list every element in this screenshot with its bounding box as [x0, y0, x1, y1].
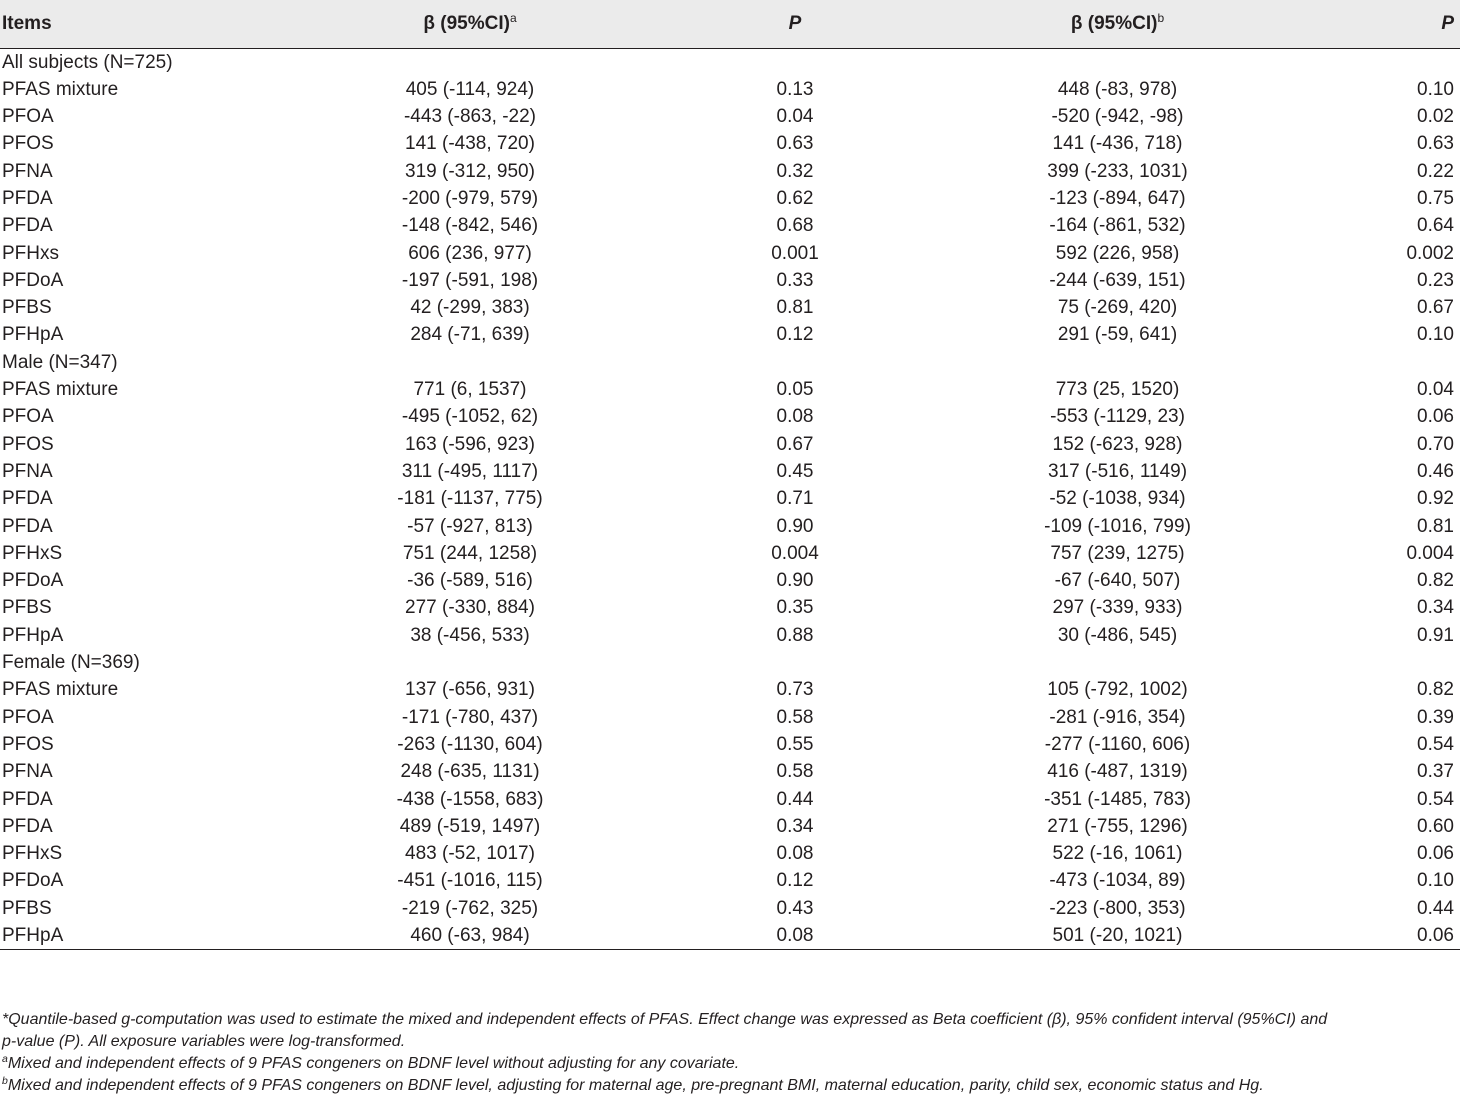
cell-beta-adjusted: 399 (-233, 1031): [1047, 160, 1188, 182]
cell-p-adjusted: 0.23: [1417, 269, 1454, 291]
table-row: [0, 431, 1460, 458]
cell-item: PFBS: [2, 597, 52, 619]
cell-item: PFNA: [2, 160, 53, 182]
header-p-unadjusted: P: [665, 0, 925, 48]
cell-p-unadjusted: 0.88: [776, 624, 814, 646]
table-row: [0, 731, 1460, 758]
cell-beta-unadjusted: 163 (-596, 923): [405, 433, 535, 455]
cell-p-adjusted: 0.92: [1417, 488, 1454, 510]
cell-item: PFBS: [2, 297, 52, 319]
cell-beta-adjusted: -520 (-942, -98): [1051, 106, 1184, 128]
cell-item: PFOA: [2, 706, 54, 728]
footnote-main-continued: p-value (P). All exposure variables were log-transformed.: [2, 1033, 406, 1050]
cell-item: PFNA: [2, 761, 53, 783]
cell-item: PFHxS: [2, 843, 63, 865]
cell-item: PFAS mixture: [2, 379, 119, 401]
cell-p-unadjusted: 0.58: [776, 706, 814, 728]
cell-p-unadjusted: 0.71: [776, 488, 814, 510]
cell-item: PFHxs: [2, 242, 59, 264]
table-row: [0, 458, 1460, 485]
table-row: [0, 704, 1460, 731]
cell-p-adjusted: 0.002: [1406, 242, 1454, 264]
table-row: [0, 513, 1460, 540]
table-row: [0, 676, 1460, 703]
cell-p-adjusted: 0.81: [1417, 515, 1454, 537]
table-row: [0, 294, 1460, 321]
cell-beta-unadjusted: 319 (-312, 950): [405, 160, 535, 182]
table-row: [0, 540, 1460, 567]
cell-p-unadjusted: 0.73: [776, 679, 814, 701]
cell-beta-adjusted: -52 (-1038, 934): [1049, 488, 1186, 510]
cell-beta-adjusted: -244 (-639, 151): [1049, 269, 1186, 291]
cell-p-adjusted: 0.06: [1310, 922, 1460, 950]
cell-beta-adjusted: -164 (-861, 532): [1049, 215, 1186, 237]
cell-item: PFDA: [2, 488, 53, 510]
table-body: [0, 48, 1460, 950]
table-row: [0, 567, 1460, 594]
cell-beta-adjusted: -67 (-640, 507): [1054, 570, 1181, 592]
cell-p-unadjusted: 0.001: [771, 242, 819, 264]
cell-beta-unadjusted: 483 (-52, 1017): [405, 843, 535, 865]
cell-beta-unadjusted: 42 (-299, 383): [410, 297, 530, 319]
cell-beta-unadjusted: 38 (-456, 533): [410, 624, 530, 646]
cell-item: PFDoA: [2, 269, 64, 291]
cell-beta-unadjusted: 141 (-438, 720): [405, 133, 535, 155]
cell-beta-adjusted: -553 (-1129, 23): [1050, 406, 1185, 428]
cell-beta-unadjusted: -263 (-1130, 604): [397, 733, 543, 755]
group-label: Female (N=369): [2, 652, 140, 674]
cell-beta-unadjusted: 460 (-63, 984): [275, 922, 665, 950]
footnote-marker-b: b: [1157, 11, 1165, 26]
cell-beta-adjusted: 501 (-20, 1021): [925, 922, 1310, 950]
cell-p-adjusted: 0.54: [1417, 733, 1454, 755]
cell-beta-adjusted: 75 (-269, 420): [1057, 297, 1178, 319]
cell-item: PFHpA: [2, 624, 64, 646]
table-row: [0, 485, 1460, 512]
cell-p-adjusted: 0.70: [1417, 433, 1454, 455]
cell-beta-adjusted: -351 (-1485, 783): [1044, 788, 1191, 810]
header-beta-adjusted: β $(95\%CI)^b$: [925, 0, 1310, 48]
cell-p-adjusted: 0.39: [1417, 706, 1454, 728]
cell-item: PFAS mixture: [2, 679, 119, 701]
cell-beta-adjusted: 291 (-59, 641): [1057, 324, 1178, 346]
cell-beta-adjusted: 592 (226, 958): [1055, 242, 1180, 264]
table-row: [0, 185, 1460, 212]
footnote-b-marker: b: [2, 1075, 8, 1087]
table-row: [0, 813, 1460, 840]
cell-p-unadjusted: 0.63: [776, 133, 814, 155]
cell-item: PFHpA: [0, 922, 275, 950]
cell-beta-adjusted: 141 (-436, 718): [1052, 133, 1183, 155]
cell-beta-unadjusted: 489 (-519, 1497): [399, 815, 541, 837]
table-row: [0, 594, 1460, 621]
cell-p-unadjusted: 0.67: [776, 433, 814, 455]
cell-p-adjusted: 0.46: [1417, 460, 1454, 482]
cell-beta-adjusted: -281 (-916, 354): [1049, 706, 1186, 728]
header-row: [0, 0, 1460, 48]
cell-p-unadjusted: 0.62: [776, 187, 814, 209]
cell-item: PFDoA: [2, 870, 64, 892]
cell-item: PFOS: [2, 733, 54, 755]
cell-beta-unadjusted: -200 (-979, 579): [401, 187, 539, 209]
table-row: [0, 267, 1460, 294]
cell-beta-adjusted: 448 (-83, 978): [1057, 78, 1178, 100]
group-label: All subjects (N=725): [2, 51, 173, 73]
footnote-b: $^b$Mixed and independent effects of 9 PFAS congeners on BDNF level, adjusting for maternal age, pre-pregnant BMI, maternal education, parity, child sex, economic status and Hg.: [2, 1075, 1264, 1094]
table-row: [0, 867, 1460, 894]
cell-p-unadjusted: 0.58: [776, 761, 814, 783]
cell-beta-unadjusted: -181 (-1137, 775): [397, 488, 543, 510]
group-label: Male (N=347): [2, 351, 118, 373]
table-row: [0, 76, 1460, 103]
table-row: [0, 922, 1460, 950]
footnote-main: *Quantile-based g-computation was used to estimate the mixed and independent effects of PFAS. Effect change was expressed as Beta coefficient (β), 95% confident interval (95%CI) and: [2, 1011, 1328, 1028]
cell-beta-adjusted: 416 (-487, 1319): [1047, 761, 1188, 783]
cell-p-adjusted: 0.34: [1417, 597, 1454, 619]
table-row: [0, 840, 1460, 867]
cell-beta-adjusted: -473 (-1034, 89): [1049, 870, 1186, 892]
cell-p-unadjusted: 0.55: [776, 733, 814, 755]
cell-p-adjusted: 0.02: [1417, 106, 1454, 128]
cell-beta-unadjusted: -443 (-863, -22): [403, 106, 536, 128]
group-row: [0, 349, 1460, 376]
cell-item: PFAS mixture: [2, 78, 119, 100]
cell-item: PFDoA: [2, 570, 64, 592]
table-row: [0, 321, 1460, 348]
cell-p-adjusted: 0.82: [1417, 679, 1454, 701]
cell-beta-adjusted: -277 (-1160, 606): [1044, 733, 1191, 755]
cell-p-unadjusted: 0.04: [776, 106, 814, 128]
cell-p-adjusted: 0.75: [1417, 187, 1454, 209]
cell-p-adjusted: 0.37: [1417, 761, 1454, 783]
cell-p-adjusted: 0.44: [1417, 897, 1454, 919]
cell-p-unadjusted: 0.45: [776, 460, 814, 482]
cell-p-adjusted: 0.10: [1417, 870, 1454, 892]
cell-beta-unadjusted: -438 (-1558, 683): [396, 788, 544, 810]
cell-beta-adjusted: 271 (-755, 1296): [1047, 815, 1188, 837]
cell-p-adjusted: 0.82: [1417, 570, 1454, 592]
cell-item: PFDA: [2, 788, 53, 810]
cell-p-adjusted: 0.64: [1417, 215, 1454, 237]
cell-beta-unadjusted: 248 (-635, 1131): [400, 761, 540, 783]
cell-beta-unadjusted: -148 (-842, 546): [401, 215, 539, 237]
table-row: [0, 158, 1460, 185]
cell-beta-unadjusted: 751 (244, 1258): [402, 542, 538, 564]
group-row: [0, 649, 1460, 676]
cell-beta-adjusted: 757 (239, 1275): [1050, 542, 1185, 564]
cell-beta-unadjusted: -495 (-1052, 62): [401, 406, 539, 428]
cell-item: PFOA: [2, 106, 54, 128]
header-items: Items: [0, 0, 275, 48]
table-row: [0, 786, 1460, 813]
cell-beta-adjusted: 317 (-516, 1149): [1047, 460, 1188, 482]
cell-item: PFDA: [2, 515, 53, 537]
cell-beta-adjusted: 30 (-486, 545): [1057, 624, 1178, 646]
cell-beta-unadjusted: -36 (-589, 516): [407, 570, 533, 592]
cell-p-adjusted: 0.04: [1417, 379, 1454, 401]
cell-beta-unadjusted: 137 (-656, 931): [405, 679, 535, 701]
cell-p-adjusted: 0.06: [1417, 843, 1454, 865]
table-row: [0, 103, 1460, 130]
cell-beta-unadjusted: 405 (-114, 924): [405, 78, 535, 100]
cell-beta-unadjusted: -171 (-780, 437): [401, 706, 539, 728]
cell-beta-adjusted: 105 (-792, 1002): [1047, 679, 1188, 701]
cell-item: PFDA: [2, 215, 53, 237]
cell-p-unadjusted: 0.12: [776, 870, 814, 892]
cell-beta-unadjusted: 284 (-71, 639): [410, 324, 530, 346]
cell-p-adjusted: 0.60: [1417, 815, 1454, 837]
cell-beta-adjusted: -109 (-1016, 799): [1044, 515, 1191, 537]
cell-p-adjusted: 0.67: [1417, 297, 1454, 319]
cell-p-adjusted: 0.63: [1417, 133, 1454, 155]
table-row: [0, 212, 1460, 239]
table-footnotes: [2, 1009, 1458, 1097]
table-row: [0, 130, 1460, 157]
cell-p-unadjusted: 0.81: [776, 297, 814, 319]
footnote-marker-a: a: [509, 11, 517, 26]
cell-item: PFOS: [2, 133, 54, 155]
cell-item: PFDA: [2, 187, 53, 209]
table-row: [0, 240, 1460, 267]
cell-beta-unadjusted: -57 (-927, 813): [407, 515, 533, 537]
cell-p-adjusted: 0.54: [1417, 788, 1454, 810]
header-p-adjusted: P: [1310, 0, 1460, 48]
cell-p-adjusted: 0.10: [1417, 78, 1454, 100]
cell-beta-adjusted: 152 (-623, 928): [1052, 433, 1183, 455]
footnote-a-marker: a: [2, 1053, 8, 1065]
cell-beta-adjusted: 297 (-339, 933): [1052, 597, 1183, 619]
cell-p-adjusted: 0.91: [1417, 624, 1454, 646]
cell-p-adjusted: 0.10: [1417, 324, 1454, 346]
cell-item: PFHpA: [2, 324, 64, 346]
table-row: [0, 895, 1460, 922]
cell-beta-adjusted: -223 (-800, 353): [1049, 897, 1186, 919]
cell-item: PFBS: [2, 897, 52, 919]
cell-item: PFHxS: [2, 542, 63, 564]
cell-p-unadjusted: 0.08: [776, 406, 814, 428]
cell-beta-unadjusted: -197 (-591, 198): [401, 269, 539, 291]
cell-beta-adjusted: -123 (-894, 647): [1049, 187, 1186, 209]
group-row: [0, 48, 1460, 76]
cell-p-unadjusted: 0.12: [776, 324, 814, 346]
cell-p-unadjusted: 0.33: [776, 269, 814, 291]
cell-item: PFOA: [2, 406, 54, 428]
cell-item: PFDA: [2, 815, 53, 837]
table-header: [0, 0, 1460, 48]
cell-p-unadjusted: 0.13: [776, 78, 814, 100]
cell-p-unadjusted: 0.004: [771, 542, 819, 564]
footnote-a: $^a$Mixed and independent effects of 9 PFAS congeners on BDNF level without adjusting for any covariate.: [2, 1053, 740, 1072]
cell-item: PFOS: [2, 433, 54, 455]
cell-p-adjusted: 0.22: [1417, 160, 1454, 182]
cell-beta-unadjusted: -451 (-1016, 115): [397, 870, 543, 892]
cell-p-unadjusted: 0.34: [776, 815, 814, 837]
cell-p-unadjusted: 0.08: [665, 922, 925, 950]
table-row: [0, 376, 1460, 403]
cell-p-unadjusted: 0.08: [776, 843, 814, 865]
cell-p-unadjusted: 0.90: [776, 515, 814, 537]
cell-p-unadjusted: 0.43: [776, 897, 814, 919]
cell-p-unadjusted: 0.68: [776, 215, 814, 237]
cell-beta-unadjusted: 311 (-495, 1117): [401, 460, 539, 482]
cell-beta-unadjusted: 771 (6, 1537): [413, 379, 527, 401]
cell-beta-unadjusted: -219 (-762, 325): [401, 897, 539, 919]
cell-beta-adjusted: 773 (25, 1520): [1055, 379, 1180, 401]
cell-beta-unadjusted: 606 (236, 977): [408, 242, 532, 264]
cell-beta-adjusted: 522 (-16, 1061): [1052, 843, 1183, 865]
cell-p-unadjusted: 0.32: [776, 160, 814, 182]
cell-p-unadjusted: 0.35: [776, 597, 814, 619]
table-row: [0, 758, 1460, 785]
table-row: [0, 622, 1460, 649]
cell-p-unadjusted: 0.44: [776, 788, 814, 810]
cell-p-adjusted: 0.004: [1406, 542, 1454, 564]
cell-p-adjusted: 0.06: [1417, 406, 1454, 428]
cell-beta-unadjusted: 277 (-330, 884): [405, 597, 535, 619]
table-row: [0, 403, 1460, 430]
cell-item: PFNA: [2, 460, 53, 482]
header-beta-unadjusted: β $(95\%CI)^a$: [275, 0, 665, 48]
cell-p-unadjusted: 0.90: [776, 570, 814, 592]
cell-p-unadjusted: 0.05: [776, 379, 814, 401]
